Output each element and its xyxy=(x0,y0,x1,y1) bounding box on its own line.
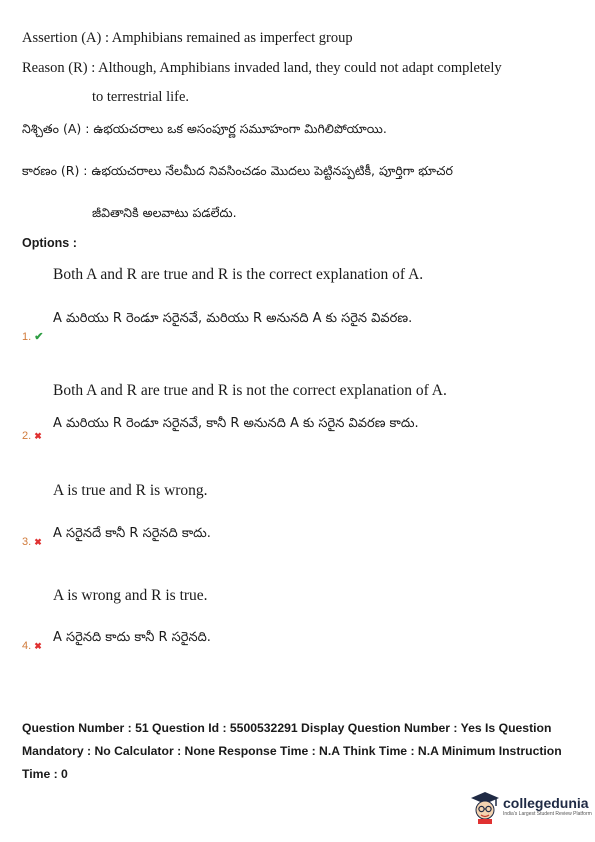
question-meta-line3: Time : 0 xyxy=(22,767,68,781)
option-4-english: A is wrong and R is true. xyxy=(53,587,208,604)
option-1-marker xyxy=(22,330,43,343)
option-4-marker xyxy=(22,640,42,652)
wrong-cross-icon: ✖ xyxy=(34,641,42,651)
option-3-english: A is true and R is wrong. xyxy=(53,482,208,499)
reason-english-line1: Reason (R) : Although, Amphibians invaded land, they could not adapt completely xyxy=(22,60,502,76)
reason-telugu-line2: జీవితానికి అలవాటు పడలేదు. xyxy=(92,205,237,220)
option-3-marker xyxy=(22,536,42,548)
logo-text xyxy=(503,796,592,818)
assertion-telugu: నిశ్చితం (A) : ఉభయచరాలు ఒక అసంపూర్ణ సమూహంగా మిగిలిపోయాయి. xyxy=(22,121,387,136)
question-meta xyxy=(22,717,582,786)
option-3-number: 3. xyxy=(22,536,32,548)
graduate-mascot-icon xyxy=(470,790,500,824)
option-1-number: 1. xyxy=(22,331,32,343)
option-1-telugu: A మరియు R రెండూ సరైనవే, మరియు R అనునది A కు సరైన వివరణ. xyxy=(53,311,413,326)
question-meta-line2: Mandatory : No Calculator : None Response Time : N.A Think Time : N.A Minimum Instruction xyxy=(22,744,562,758)
option-4-telugu: A సరైనది కాదు కానీ R సరైనది. xyxy=(53,630,211,645)
wrong-cross-icon: ✖ xyxy=(34,431,42,441)
option-4-number: 4. xyxy=(22,640,32,652)
reason-english-line2: to terrestrial life. xyxy=(92,89,190,105)
option-2-telugu: A మరియు R రెండూ సరైనవే, కానీ R అనునది A కు సరైన వివరణ కాదు. xyxy=(53,416,419,431)
option-2-number: 2. xyxy=(22,430,32,442)
options-label: Options : xyxy=(22,236,77,250)
logo-tagline: India's Largest Student Review Platform xyxy=(503,811,592,817)
option-1-english: Both A and R are true and R is the correct explanation of A. xyxy=(53,266,424,283)
reason-telugu-line1: కారణం (R) : ఉభయచరాలు నేలమీద నివసించడం మొదలు పెట్టినప్పటికీ, పూర్తిగా భూచర xyxy=(22,163,453,178)
option-3-telugu: A సరైనదే కానీ R సరైనది కాదు. xyxy=(53,526,211,541)
wrong-cross-icon: ✖ xyxy=(34,537,42,547)
correct-check-icon: ✔ xyxy=(34,331,44,343)
option-2-english: Both A and R are true and R is not the correct explanation of A. xyxy=(53,382,447,399)
question-meta-line1: Question Number : 51 Question Id : 5500532291 Display Question Number : Yes Is Question xyxy=(22,721,552,735)
option-2-marker xyxy=(22,430,42,442)
logo-name: collegedunia xyxy=(503,795,589,811)
collegedunia-logo xyxy=(470,790,592,824)
assertion-english: Assertion (A) : Amphibians remained as imperfect group xyxy=(22,30,353,46)
